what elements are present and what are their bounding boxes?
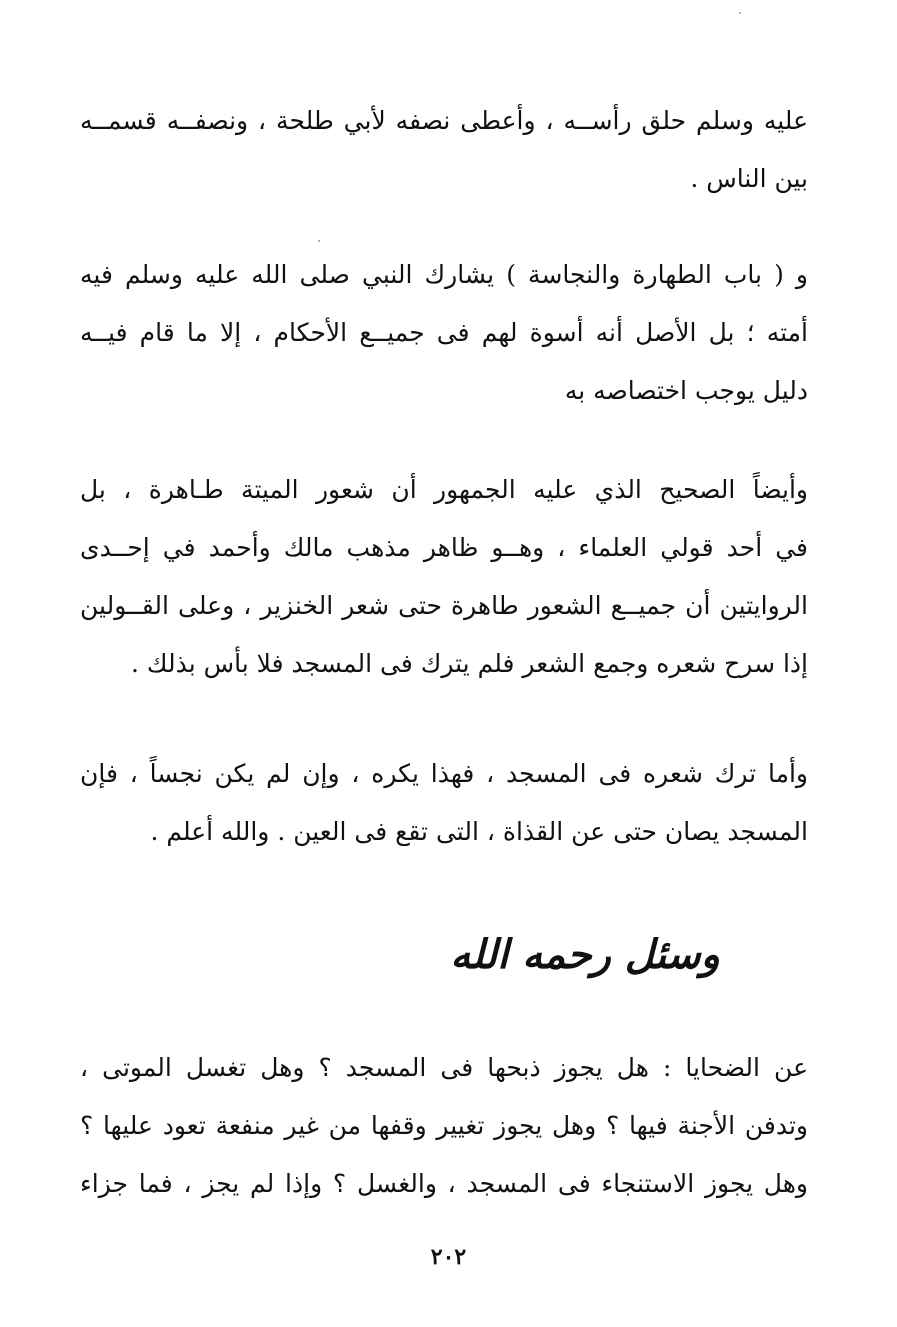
paragraph-2 xyxy=(80,246,808,420)
text-line: أمته ؛ بل الأصل أنه أسوة لهم فى جميــع الأحكام ، إلا ما قام فيــه xyxy=(80,318,808,347)
section-heading: وسئل رحمه الله xyxy=(450,931,720,978)
text-line: وأما ترك شعره فى المسجد ، فهذا يكره ، وإن لم يكن نجساً ، فإن xyxy=(80,759,808,788)
text-line: دليل يوجب اختصاصه به xyxy=(564,376,808,405)
text-line: بين الناس . xyxy=(690,164,808,193)
scan-speck xyxy=(739,12,741,14)
text-line: وهل يجوز الاستنجاء فى المسجد ، والغسل ؟ وإذا لم يجز ، فما جزاء xyxy=(80,1169,808,1198)
text-line: عليه وسلم حلق رأســه ، وأعطى نصفه لأبي طلحة ، ونصفــه قسمــه xyxy=(80,106,808,135)
page-number: ٢٠٢ xyxy=(430,1244,467,1270)
text-line: المسجد يصان حتى عن القذاة ، التى تقع فى العين . والله أعلم . xyxy=(150,817,808,846)
text-line: و ( باب الطهارة والنجاسة ) يشارك النبي صلى الله عليه وسلم فيه xyxy=(80,260,808,289)
text-line: الروايتين أن جميــع الشعور طاهرة حتى شعر الخنزير ، وعلى القــولين xyxy=(80,591,808,620)
paragraph-4 xyxy=(80,745,808,861)
paragraph-5 xyxy=(80,1039,808,1213)
text-line: في أحد قولي العلماء ، وهــو ظاهر مذهب مالك وأحمد في إحــدى xyxy=(80,533,808,562)
text-line: وأيضاً الصحيح الذي عليه الجمهور أن شعور الميتة طـاهرة ، بل xyxy=(80,475,808,504)
text-line: إذا سرح شعره وجمع الشعر فلم يترك فى المسجد فلا بأس بذلك . xyxy=(131,649,808,678)
scan-speck xyxy=(318,240,320,242)
text-line: وتدفن الأجنة فيها ؟ وهل يجوز تغيير وقفها من غير منفعة تعود عليها ؟ xyxy=(80,1111,808,1140)
paragraph-1 xyxy=(80,92,808,208)
paragraph-3 xyxy=(80,461,808,693)
text-line: عن الضحايا : هل يجوز ذبحها فى المسجد ؟ وهل تغسل الموتى ، xyxy=(80,1053,808,1082)
